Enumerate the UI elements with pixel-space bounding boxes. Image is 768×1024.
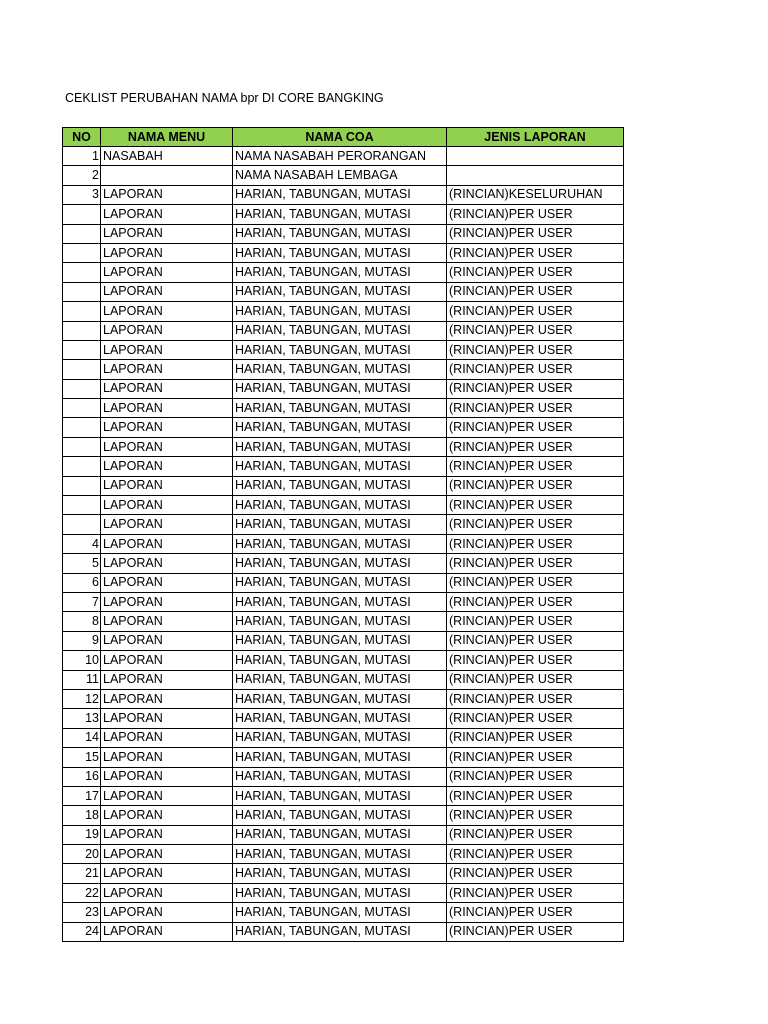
table-row bbox=[63, 185, 624, 204]
cell-jenis-laporan: (RINCIAN)PER USER bbox=[447, 748, 624, 767]
cell-jenis-laporan: (RINCIAN)PER USER bbox=[447, 379, 624, 398]
cell-nama-coa: HARIAN, TABUNGAN, MUTASI bbox=[233, 709, 447, 728]
cell-no: 13 bbox=[63, 709, 101, 728]
cell-nama-coa: HARIAN, TABUNGAN, MUTASI bbox=[233, 845, 447, 864]
cell-nama-menu: LAPORAN bbox=[101, 689, 233, 708]
table-row bbox=[63, 670, 624, 689]
cell-jenis-laporan: (RINCIAN)PER USER bbox=[447, 224, 624, 243]
cell-jenis-laporan: (RINCIAN)PER USER bbox=[447, 205, 624, 224]
cell-jenis-laporan: (RINCIAN)PER USER bbox=[447, 243, 624, 262]
cell-nama-menu: LAPORAN bbox=[101, 612, 233, 631]
cell-nama-coa: HARIAN, TABUNGAN, MUTASI bbox=[233, 360, 447, 379]
table-row bbox=[63, 825, 624, 844]
cell-nama-menu: LAPORAN bbox=[101, 883, 233, 902]
cell-no bbox=[63, 476, 101, 495]
checklist-table bbox=[62, 127, 624, 942]
table-row bbox=[63, 922, 624, 941]
cell-jenis-laporan: (RINCIAN)PER USER bbox=[447, 360, 624, 379]
cell-no bbox=[63, 515, 101, 534]
cell-jenis-laporan: (RINCIAN)PER USER bbox=[447, 670, 624, 689]
cell-no: 6 bbox=[63, 573, 101, 592]
cell-nama-menu: LAPORAN bbox=[101, 321, 233, 340]
cell-jenis-laporan: (RINCIAN)PER USER bbox=[447, 515, 624, 534]
cell-no bbox=[63, 243, 101, 262]
cell-nama-coa: HARIAN, TABUNGAN, MUTASI bbox=[233, 748, 447, 767]
cell-nama-menu bbox=[101, 166, 233, 185]
cell-nama-menu: LAPORAN bbox=[101, 922, 233, 941]
cell-no bbox=[63, 224, 101, 243]
cell-nama-menu: LAPORAN bbox=[101, 864, 233, 883]
cell-nama-menu: LAPORAN bbox=[101, 418, 233, 437]
table-row bbox=[63, 496, 624, 515]
cell-nama-menu: LAPORAN bbox=[101, 825, 233, 844]
cell-no: 7 bbox=[63, 592, 101, 611]
cell-nama-menu: LAPORAN bbox=[101, 903, 233, 922]
cell-nama-coa: HARIAN, TABUNGAN, MUTASI bbox=[233, 689, 447, 708]
cell-nama-menu: LAPORAN bbox=[101, 748, 233, 767]
cell-nama-coa: HARIAN, TABUNGAN, MUTASI bbox=[233, 864, 447, 883]
cell-nama-menu: LAPORAN bbox=[101, 573, 233, 592]
cell-jenis-laporan: (RINCIAN)PER USER bbox=[447, 767, 624, 786]
cell-nama-menu: LAPORAN bbox=[101, 515, 233, 534]
cell-nama-menu: LAPORAN bbox=[101, 670, 233, 689]
cell-nama-menu: LAPORAN bbox=[101, 728, 233, 747]
cell-nama-menu: LAPORAN bbox=[101, 399, 233, 418]
cell-nama-menu: LAPORAN bbox=[101, 302, 233, 321]
table-row bbox=[63, 515, 624, 534]
cell-no: 24 bbox=[63, 922, 101, 941]
header-nama-coa: NAMA COA bbox=[233, 128, 447, 147]
cell-jenis-laporan: (RINCIAN)PER USER bbox=[447, 903, 624, 922]
cell-jenis-laporan: (RINCIAN)PER USER bbox=[447, 883, 624, 902]
table-row bbox=[63, 631, 624, 650]
table-row bbox=[63, 205, 624, 224]
cell-jenis-laporan: (RINCIAN)PER USER bbox=[447, 864, 624, 883]
table-row bbox=[63, 321, 624, 340]
table-row bbox=[63, 573, 624, 592]
cell-nama-coa: HARIAN, TABUNGAN, MUTASI bbox=[233, 282, 447, 301]
cell-nama-coa: HARIAN, TABUNGAN, MUTASI bbox=[233, 515, 447, 534]
table-row bbox=[63, 360, 624, 379]
cell-no: 17 bbox=[63, 786, 101, 805]
table-row bbox=[63, 263, 624, 282]
cell-jenis-laporan: (RINCIAN)PER USER bbox=[447, 845, 624, 864]
cell-nama-coa: HARIAN, TABUNGAN, MUTASI bbox=[233, 883, 447, 902]
cell-nama-menu: LAPORAN bbox=[101, 282, 233, 301]
table-row bbox=[63, 903, 624, 922]
cell-nama-menu: LAPORAN bbox=[101, 554, 233, 573]
table-row bbox=[63, 728, 624, 747]
cell-nama-coa: HARIAN, TABUNGAN, MUTASI bbox=[233, 379, 447, 398]
cell-no bbox=[63, 457, 101, 476]
cell-jenis-laporan: (RINCIAN)PER USER bbox=[447, 806, 624, 825]
table-row bbox=[63, 282, 624, 301]
cell-jenis-laporan: (RINCIAN)PER USER bbox=[447, 825, 624, 844]
table-row bbox=[63, 709, 624, 728]
table-row bbox=[63, 418, 624, 437]
table-row bbox=[63, 883, 624, 902]
cell-nama-coa: HARIAN, TABUNGAN, MUTASI bbox=[233, 496, 447, 515]
cell-no: 5 bbox=[63, 554, 101, 573]
cell-nama-coa: HARIAN, TABUNGAN, MUTASI bbox=[233, 728, 447, 747]
cell-no: 10 bbox=[63, 651, 101, 670]
cell-nama-coa: HARIAN, TABUNGAN, MUTASI bbox=[233, 457, 447, 476]
table-row bbox=[63, 224, 624, 243]
cell-nama-coa: HARIAN, TABUNGAN, MUTASI bbox=[233, 670, 447, 689]
cell-no: 1 bbox=[63, 147, 101, 166]
cell-jenis-laporan: (RINCIAN)PER USER bbox=[447, 302, 624, 321]
cell-no bbox=[63, 437, 101, 456]
cell-no bbox=[63, 496, 101, 515]
cell-no bbox=[63, 379, 101, 398]
header-nama-menu: NAMA MENU bbox=[101, 128, 233, 147]
cell-no: 22 bbox=[63, 883, 101, 902]
cell-nama-coa: HARIAN, TABUNGAN, MUTASI bbox=[233, 437, 447, 456]
cell-nama-coa: HARIAN, TABUNGAN, MUTASI bbox=[233, 302, 447, 321]
cell-jenis-laporan: (RINCIAN)PER USER bbox=[447, 631, 624, 650]
table-row bbox=[63, 166, 624, 185]
cell-nama-menu: LAPORAN bbox=[101, 845, 233, 864]
cell-nama-coa: HARIAN, TABUNGAN, MUTASI bbox=[233, 340, 447, 359]
cell-no: 11 bbox=[63, 670, 101, 689]
cell-jenis-laporan: (RINCIAN)PER USER bbox=[447, 651, 624, 670]
cell-nama-coa: HARIAN, TABUNGAN, MUTASI bbox=[233, 263, 447, 282]
table-row bbox=[63, 399, 624, 418]
cell-jenis-laporan: (RINCIAN)PER USER bbox=[447, 399, 624, 418]
table-row bbox=[63, 476, 624, 495]
cell-no: 2 bbox=[63, 166, 101, 185]
cell-nama-coa: HARIAN, TABUNGAN, MUTASI bbox=[233, 534, 447, 553]
cell-nama-menu: LAPORAN bbox=[101, 243, 233, 262]
cell-nama-menu: NASABAH bbox=[101, 147, 233, 166]
table-row bbox=[63, 806, 624, 825]
cell-no bbox=[63, 360, 101, 379]
cell-no: 8 bbox=[63, 612, 101, 631]
cell-nama-menu: LAPORAN bbox=[101, 437, 233, 456]
cell-jenis-laporan: (RINCIAN)PER USER bbox=[447, 340, 624, 359]
cell-no: 16 bbox=[63, 767, 101, 786]
table-row bbox=[63, 845, 624, 864]
table-row bbox=[63, 457, 624, 476]
cell-jenis-laporan: (RINCIAN)PER USER bbox=[447, 437, 624, 456]
cell-no: 9 bbox=[63, 631, 101, 650]
table-row bbox=[63, 243, 624, 262]
table-row bbox=[63, 340, 624, 359]
cell-jenis-laporan: (RINCIAN)PER USER bbox=[447, 573, 624, 592]
document-title: CEKLIST PERUBAHAN NAMA bpr DI CORE BANGKING bbox=[65, 91, 384, 105]
table-row bbox=[63, 786, 624, 805]
header-row bbox=[63, 128, 624, 147]
cell-nama-coa: HARIAN, TABUNGAN, MUTASI bbox=[233, 399, 447, 418]
cell-nama-menu: LAPORAN bbox=[101, 340, 233, 359]
cell-no: 20 bbox=[63, 845, 101, 864]
cell-jenis-laporan: (RINCIAN)PER USER bbox=[447, 728, 624, 747]
cell-nama-menu: LAPORAN bbox=[101, 651, 233, 670]
cell-nama-coa: NAMA NASABAH LEMBAGA bbox=[233, 166, 447, 185]
cell-no bbox=[63, 418, 101, 437]
cell-nama-menu: LAPORAN bbox=[101, 379, 233, 398]
cell-no: 21 bbox=[63, 864, 101, 883]
cell-jenis-laporan: (RINCIAN)PER USER bbox=[447, 592, 624, 611]
cell-nama-coa: HARIAN, TABUNGAN, MUTASI bbox=[233, 573, 447, 592]
table-row bbox=[63, 748, 624, 767]
cell-nama-menu: LAPORAN bbox=[101, 185, 233, 204]
cell-jenis-laporan: (RINCIAN)PER USER bbox=[447, 282, 624, 301]
cell-no: 23 bbox=[63, 903, 101, 922]
cell-jenis-laporan: (RINCIAN)KESELURUHAN bbox=[447, 185, 624, 204]
cell-nama-menu: LAPORAN bbox=[101, 709, 233, 728]
cell-nama-coa: HARIAN, TABUNGAN, MUTASI bbox=[233, 825, 447, 844]
cell-nama-coa: HARIAN, TABUNGAN, MUTASI bbox=[233, 806, 447, 825]
cell-jenis-laporan: (RINCIAN)PER USER bbox=[447, 496, 624, 515]
cell-no bbox=[63, 399, 101, 418]
cell-nama-menu: LAPORAN bbox=[101, 224, 233, 243]
header-jenis-laporan: JENIS LAPORAN bbox=[447, 128, 624, 147]
cell-jenis-laporan: (RINCIAN)PER USER bbox=[447, 418, 624, 437]
cell-nama-menu: LAPORAN bbox=[101, 457, 233, 476]
table-row bbox=[63, 534, 624, 553]
table-row bbox=[63, 147, 624, 166]
cell-nama-menu: LAPORAN bbox=[101, 205, 233, 224]
table-row bbox=[63, 302, 624, 321]
cell-jenis-laporan: (RINCIAN)PER USER bbox=[447, 476, 624, 495]
cell-jenis-laporan bbox=[447, 166, 624, 185]
cell-no: 18 bbox=[63, 806, 101, 825]
cell-jenis-laporan: (RINCIAN)PER USER bbox=[447, 263, 624, 282]
table-body bbox=[63, 147, 624, 942]
cell-jenis-laporan: (RINCIAN)PER USER bbox=[447, 786, 624, 805]
cell-nama-coa: HARIAN, TABUNGAN, MUTASI bbox=[233, 205, 447, 224]
cell-nama-menu: LAPORAN bbox=[101, 806, 233, 825]
cell-no: 3 bbox=[63, 185, 101, 204]
cell-nama-coa: HARIAN, TABUNGAN, MUTASI bbox=[233, 922, 447, 941]
cell-no: 12 bbox=[63, 689, 101, 708]
cell-nama-coa: HARIAN, TABUNGAN, MUTASI bbox=[233, 321, 447, 340]
cell-jenis-laporan: (RINCIAN)PER USER bbox=[447, 534, 624, 553]
cell-no bbox=[63, 282, 101, 301]
cell-no: 14 bbox=[63, 728, 101, 747]
cell-nama-coa: HARIAN, TABUNGAN, MUTASI bbox=[233, 631, 447, 650]
cell-nama-menu: LAPORAN bbox=[101, 360, 233, 379]
cell-nama-coa: HARIAN, TABUNGAN, MUTASI bbox=[233, 185, 447, 204]
cell-nama-coa: HARIAN, TABUNGAN, MUTASI bbox=[233, 243, 447, 262]
table-row bbox=[63, 554, 624, 573]
cell-nama-menu: LAPORAN bbox=[101, 767, 233, 786]
cell-no: 19 bbox=[63, 825, 101, 844]
cell-jenis-laporan: (RINCIAN)PER USER bbox=[447, 554, 624, 573]
cell-nama-menu: LAPORAN bbox=[101, 786, 233, 805]
table-row bbox=[63, 767, 624, 786]
cell-nama-coa: HARIAN, TABUNGAN, MUTASI bbox=[233, 903, 447, 922]
cell-nama-coa: HARIAN, TABUNGAN, MUTASI bbox=[233, 592, 447, 611]
cell-no: 4 bbox=[63, 534, 101, 553]
cell-nama-coa: HARIAN, TABUNGAN, MUTASI bbox=[233, 786, 447, 805]
cell-no bbox=[63, 321, 101, 340]
cell-jenis-laporan: (RINCIAN)PER USER bbox=[447, 457, 624, 476]
table-row bbox=[63, 689, 624, 708]
cell-nama-coa: HARIAN, TABUNGAN, MUTASI bbox=[233, 476, 447, 495]
cell-nama-coa: HARIAN, TABUNGAN, MUTASI bbox=[233, 418, 447, 437]
cell-nama-menu: LAPORAN bbox=[101, 496, 233, 515]
cell-no bbox=[63, 302, 101, 321]
cell-jenis-laporan: (RINCIAN)PER USER bbox=[447, 689, 624, 708]
cell-no bbox=[63, 205, 101, 224]
cell-jenis-laporan: (RINCIAN)PER USER bbox=[447, 709, 624, 728]
header-no: NO bbox=[63, 128, 101, 147]
cell-nama-coa: HARIAN, TABUNGAN, MUTASI bbox=[233, 612, 447, 631]
table-row bbox=[63, 612, 624, 631]
cell-nama-coa: NAMA NASABAH PERORANGAN bbox=[233, 147, 447, 166]
cell-nama-menu: LAPORAN bbox=[101, 592, 233, 611]
cell-jenis-laporan: (RINCIAN)PER USER bbox=[447, 922, 624, 941]
cell-nama-menu: LAPORAN bbox=[101, 263, 233, 282]
cell-nama-menu: LAPORAN bbox=[101, 534, 233, 553]
table-row bbox=[63, 437, 624, 456]
table-row bbox=[63, 651, 624, 670]
cell-nama-coa: HARIAN, TABUNGAN, MUTASI bbox=[233, 767, 447, 786]
table-row bbox=[63, 379, 624, 398]
cell-nama-coa: HARIAN, TABUNGAN, MUTASI bbox=[233, 554, 447, 573]
cell-no bbox=[63, 263, 101, 282]
table-row bbox=[63, 864, 624, 883]
cell-jenis-laporan: (RINCIAN)PER USER bbox=[447, 321, 624, 340]
cell-nama-menu: LAPORAN bbox=[101, 476, 233, 495]
cell-no bbox=[63, 340, 101, 359]
cell-jenis-laporan: (RINCIAN)PER USER bbox=[447, 612, 624, 631]
cell-nama-coa: HARIAN, TABUNGAN, MUTASI bbox=[233, 651, 447, 670]
table-row bbox=[63, 592, 624, 611]
cell-nama-menu: LAPORAN bbox=[101, 631, 233, 650]
cell-no: 15 bbox=[63, 748, 101, 767]
table-header bbox=[63, 128, 624, 147]
cell-jenis-laporan bbox=[447, 147, 624, 166]
cell-nama-coa: HARIAN, TABUNGAN, MUTASI bbox=[233, 224, 447, 243]
